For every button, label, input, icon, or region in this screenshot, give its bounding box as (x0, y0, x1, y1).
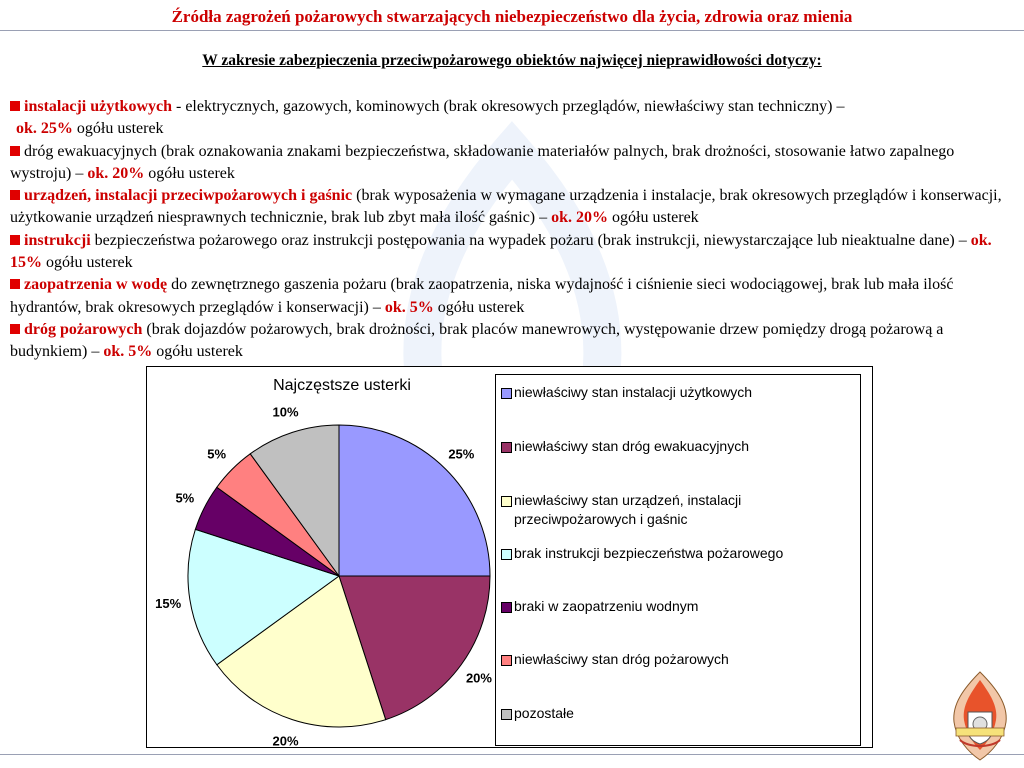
legend-label: przeciwpożarowych i gaśnic (514, 511, 688, 527)
title-divider (0, 30, 1024, 31)
bullet-icon (10, 190, 20, 200)
item-suffix: ogółu usterek (144, 164, 235, 182)
legend-label: pozostałe (514, 705, 574, 721)
bullet-icon (10, 279, 20, 289)
pie-slice-label: 25% (448, 446, 475, 462)
legend-swatch (501, 442, 512, 453)
item-text: dróg ewakuacyjnych (brak oznakowania znakami bezpieczeństwa, składowanie materiałów palnych, brak drożności, stosowanie łatwo zapalnego wystroju) – (10, 142, 955, 182)
item-percent: ok. 5% (103, 343, 153, 361)
item-percent: ok. 20% (87, 164, 145, 182)
legend-item (514, 491, 854, 529)
legend-swatch (501, 496, 512, 507)
item-text: do zewnętrznego gaszenia pożaru (brak zaopatrzenia, niska wydajność i ciśnienie sieci wodociągowej, brak lub mała ilość hydrantów, brak okresowych przeglądów i konserwacji) – (10, 276, 954, 316)
list-item (10, 319, 1014, 364)
legend-label: niewłaściwy stan dróg pożarowych (514, 651, 729, 667)
legend-label: brak instrukcji bezpieczeństwa pożarowego (514, 545, 784, 561)
item-text: bezpieczeństwa pożarowego oraz instrukcji postępowania na wypadek pożaru (brak instrukcji, niewystarczające lub nieaktualne dane) – (90, 231, 971, 249)
bullet-icon (10, 146, 20, 156)
pie-slice-label: 5% (207, 446, 227, 462)
pie-chart-frame (146, 366, 873, 748)
item-suffix: ogółu usterek (608, 209, 699, 227)
footer-divider (0, 754, 1024, 755)
item-suffix: ogółu usterek (42, 254, 133, 272)
bullet-icon (10, 235, 20, 245)
legend-swatch (501, 388, 512, 399)
list-item (10, 230, 1014, 275)
pie-chart (147, 367, 495, 747)
legend-swatch (501, 709, 512, 720)
legend-label: niewłaściwy stan instalacji użytkowych (514, 384, 753, 400)
pie-slice-label: 20% (272, 733, 299, 747)
item-text: (brak dojazdów pożarowych, brak drożności, brak placów manewrowych, występowanie drzew pomiędzy drogą pożarową a budynkiem) – (10, 320, 944, 361)
item-text: - elektrycznych, gazowych, kominowych (brak okresowych przeglądów, niewłaściwy stan techniczny) – (172, 98, 845, 115)
legend-swatch (501, 602, 512, 613)
chart-title: Najczęstsze usterki (273, 377, 411, 394)
item-suffix: ogółu usterek (152, 343, 243, 361)
item-percent: ok. 25% (16, 120, 73, 138)
list-item (10, 274, 1014, 319)
item-text: (brak wyposażenia w wymagane urządzenia i instalacje, brak okresowych przeglądów i konserwacji, użytkowanie urządzeń niesprawnych technicznie, brak lub zbyt mała ilość gaśnic) – (10, 187, 1002, 227)
legend-swatch (501, 655, 512, 666)
legend-item (514, 544, 854, 563)
item-percent: ok. 15% (10, 231, 992, 272)
legend-item (514, 597, 854, 616)
item-percent: ok. 5% (384, 298, 434, 316)
page-subtitle: W zakresie zabezpieczenia przeciwpożarowego obiektów najwięcej nieprawidłowości dotyczy: (202, 52, 822, 69)
item-suffix: ogółu usterek (433, 298, 525, 316)
legend-item (514, 383, 854, 402)
list-item (10, 141, 1014, 186)
bullet-icon (10, 101, 20, 111)
item-keyword: instrukcji (24, 231, 91, 249)
pie-slice-label: 5% (175, 490, 195, 506)
legend-swatch (501, 549, 512, 560)
legend-label: niewłaściwy stan urządzeń, instalacji (514, 492, 742, 508)
item-percent: ok. 20% (551, 209, 609, 227)
pie-slice-label: 15% (155, 596, 182, 612)
pie-slice-label: 10% (272, 404, 299, 420)
item-suffix: ogółu usterek (72, 120, 164, 138)
item-keyword: zaopatrzenia w wodę (24, 276, 168, 294)
legend-label: niewłaściwy stan dróg ewakuacyjnych (514, 438, 749, 454)
irregularities-list (10, 96, 1014, 364)
legend-item (514, 704, 854, 723)
item-keyword: urządzeń, instalacji przeciwpożarowych i gaśnic (24, 187, 353, 205)
item-keyword: dróg pożarowych (24, 320, 143, 338)
fire-brigade-emblem-icon (942, 668, 1018, 764)
pie-slice-label: 20% (465, 670, 492, 686)
item-keyword: instalacji użytkowych (24, 98, 172, 115)
bullet-icon (10, 324, 20, 334)
page-title: Źródła zagrożeń pożarowych stwarzających niebezpieczeństwo dla życia, zdrowia oraz mienia (171, 7, 853, 26)
list-item (10, 185, 1014, 230)
legend-label: braki w zaopatrzeniu wodnym (514, 598, 699, 614)
chart-legend (495, 374, 861, 746)
legend-item (514, 437, 854, 456)
list-item (10, 96, 1014, 141)
legend-item (514, 650, 854, 669)
